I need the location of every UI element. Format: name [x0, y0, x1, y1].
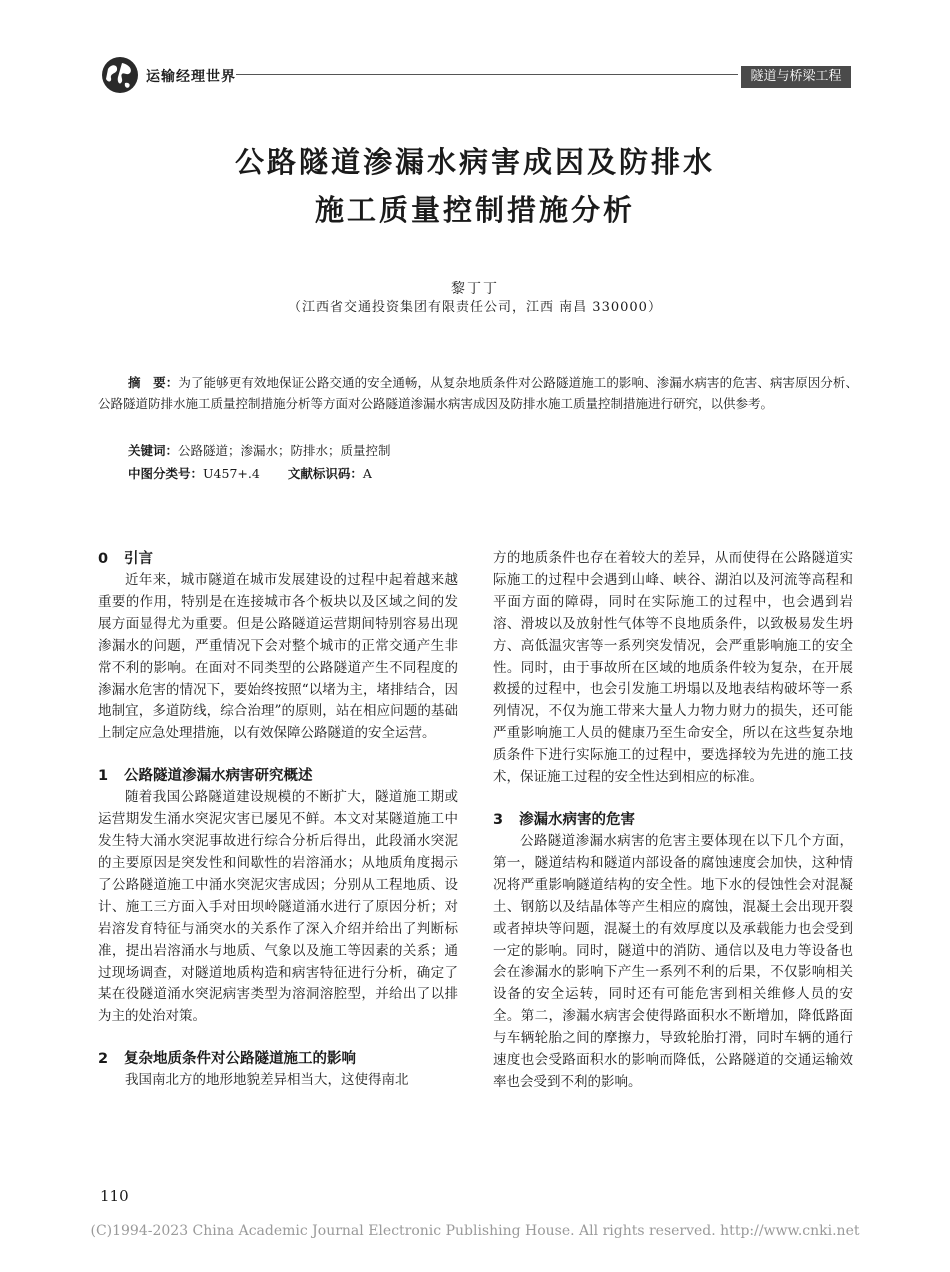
article-title-line1: 公路隧道渗漏水病害成因及防排水	[234, 145, 715, 179]
keywords-text: 公路隧道；渗漏水；防排水；质量控制	[178, 443, 391, 458]
article-title-line2: 施工质量控制措施分析	[314, 193, 635, 227]
paragraph: 随着我国公路隧道建设规模的不断扩大，隧道施工期或运营期发生涌水突泥灾害已屡见不鲜。本文对某隧道施工中发生特大涌水突泥事故进行综合分析后得出，此段涌水突泥的主要原因是突发性和间歇性的岩溶涌水；从地质角度揭示了公路隧道施工中涌水突泥灾害成因；分别从工程地质、设计、施工三方面入手对田坝岭隧道涌水进行了原因分析；对岩溶发育特征与涌突水的关系作了深入介绍并给出了判断标准，提出岩溶涌水与地质、气象以及施工等因素的关系；通过现场调查，对隧道地质构造和病害特征进行分析，确定了某在役隧道涌水突泥病害类型为溶洞溶腔型，并给出了以排为主的处治对策。	[98, 789, 458, 1025]
section-title: 复杂地质条件对公路隧道施工的影响	[124, 1051, 356, 1068]
affiliation: （江西省交通投资集团有限责任公司，江西 南昌 330000）	[288, 300, 662, 315]
doc-code-label: 文献标识码：	[287, 466, 363, 481]
clc-label: 中图分类号：	[128, 466, 204, 481]
section-title: 引言	[124, 551, 153, 567]
section-number: 1	[98, 768, 109, 785]
paragraph-continued: 方的地质条件也存在着较大的差异，从而使得在公路隧道实际施工的过程中会遇到山峰、峡谷、湖泊以及河流等高程和平面方面的障碍，同时在实际施工的过程中，也会遇到岩溶、滑坡以及放射性气体等不良地质条件，以致极易发生坍方、高低温灾害等一系列突发情况，会严重影响施工的安全性。同时，由于事故所在区域的地质条件较为复杂，在开展救援的过程中，也会引发施工坍塌以及地表结构破坏等一系列情况，不仅为施工带来大量人力物力财力的损失，还可能严重影响施工人员的健康乃至生命安全，所以在这些复杂地质条件下进行实际施工的过程中，要选择较为先进的施工技术，保证施工过程的安全性达到相应的标准。	[493, 550, 853, 786]
spacer	[98, 745, 458, 765]
author: 黎丁丁	[451, 281, 499, 297]
section-number: 2	[98, 1051, 109, 1068]
abstract-label: 摘 要：	[128, 375, 179, 390]
keywords	[128, 440, 888, 461]
section-title: 渗漏水病害的危害	[519, 811, 635, 828]
section-heading-3	[493, 809, 853, 831]
left-column	[98, 548, 458, 1092]
section-number: 3	[493, 811, 504, 828]
doc-code-value: A	[362, 466, 372, 481]
section-tag: 隧道与桥梁工程	[741, 66, 851, 88]
copyright-footer: (C)1994-2023 China Academic Journal Electronic Publishing House. All rights reserved. http://www.cnki.net	[90, 1223, 860, 1239]
section-heading-0	[98, 548, 458, 570]
classification	[128, 463, 888, 484]
abstract	[98, 372, 858, 414]
clc-value: U457+.4	[203, 466, 260, 481]
journal-name: 运输经理世界	[146, 69, 236, 85]
section-heading-1	[98, 765, 458, 787]
abstract-text: 为了能够更有效地保证公路交通的安全通畅，从复杂地质条件对公路隧道施工的影响、渗漏水病害的危害、病害原因分析、公路隧道防排水施工质量控制措施分析等方面对公路隧道渗漏水病害成因及防排水施工质量控制措施进行研究，以供参考。	[98, 375, 858, 411]
right-column	[493, 548, 853, 1094]
paragraph: 近年来，城市隧道在城市发展建设的过程中起着越来越重要的作用，特别是在连接城市各个板块以及区域之间的发展方面显得尤为重要。但是公路隧道运营期间特别容易出现渗漏水的问题，严重情况下会对整个城市的正常交通产生非常不利的影响。在面对不同类型的公路隧道产生不同程度的渗漏水危害的情况下，要始终按照“以堵为主，堵排结合，因地制宜，多道防线，综合治理”的原则，站在相应问题的基础上制定应急处理措施，以有效保障公路隧道的安全运营。	[98, 572, 458, 742]
paragraph: 我国南北方的地形地貌差异相当大，这使得南北	[125, 1072, 409, 1089]
globe-icon	[100, 55, 140, 95]
page-number: 110	[100, 1187, 129, 1205]
keywords-label: 关键词：	[128, 443, 179, 458]
spacer	[98, 1028, 458, 1048]
section-title: 公路隧道渗漏水病害研究概述	[124, 768, 313, 785]
section-number: 0	[98, 551, 109, 567]
spacer	[493, 789, 853, 809]
paragraph: 公路隧道渗漏水病害的危害主要体现在以下几个方面，第一，隧道结构和隧道内部设备的腐蚀速度会加快，这种情况将严重影响隧道结构的安全性。地下水的侵蚀性会对混凝土、钢筋以及结晶体等产生相应的腐蚀，混凝土会出现开裂或者掉块等问题，混凝土的有效厚度以及承载能力也会受到一定的影响。同时，隧道中的消防、通信以及电力等设备也会在渗漏水的影响下产生一系列不利的后果，不仅影响相关设备的安全运转，同时还有可能危害到相关维修人员的安全。第二，渗漏水病害会使得路面积水不断增加，降低路面与车辆轮胎之间的摩擦力，导致轮胎打滑，同时车辆的通行速度也会受路面积水的影响而降低，公路隧道的交通运输效率也会受到不利的影响。	[493, 832, 853, 1090]
header-rule	[236, 74, 738, 75]
section-heading-2	[98, 1048, 458, 1070]
